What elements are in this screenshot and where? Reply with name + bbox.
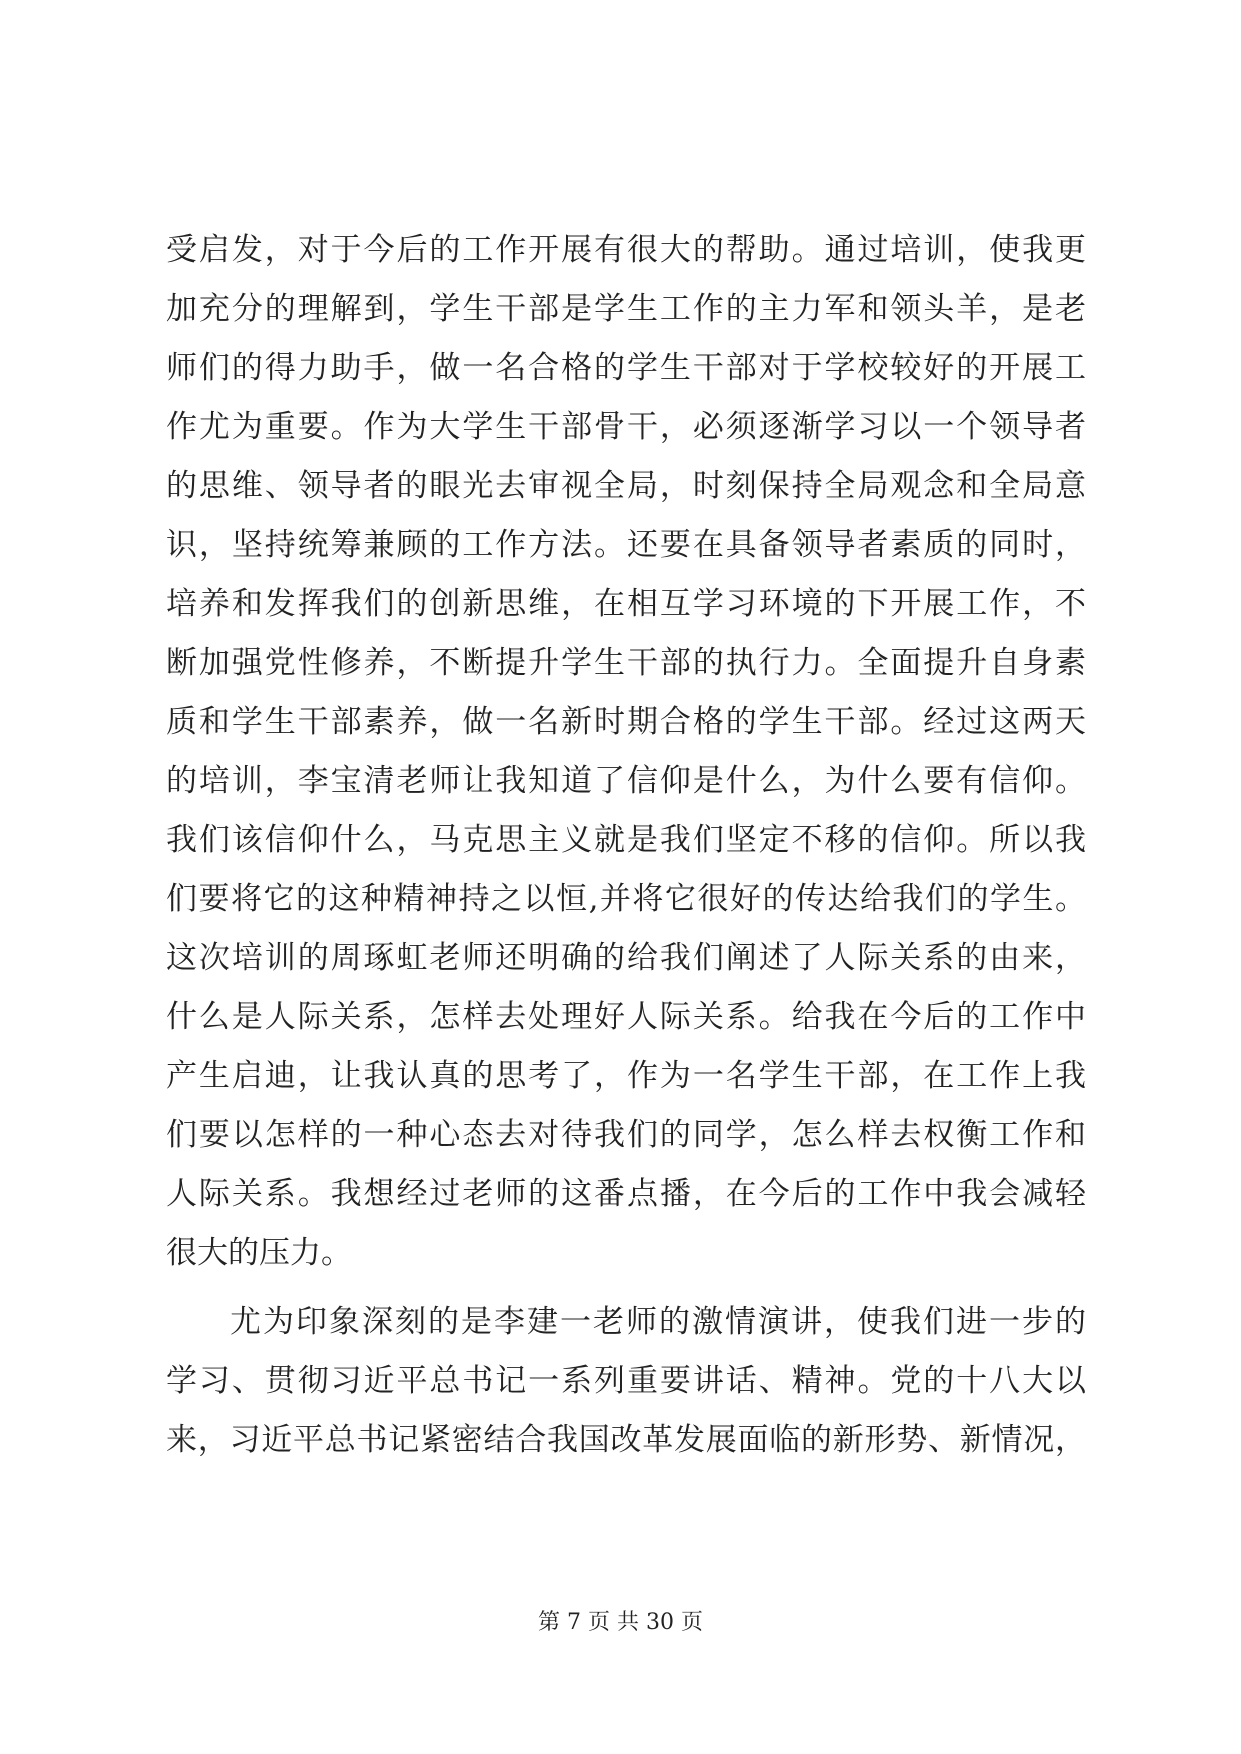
page-number-footer: 第 7 页 共 30 页 (538, 1610, 703, 1635)
text-line: 的思维、领导者的眼光去审视全局，时刻保持全局观念和全局意 (166, 468, 1086, 504)
text-line: 很大的压力。 (166, 1235, 352, 1271)
text-line: 质和学生干部素养，做一名新时期合格的学生干部。经过这两天 (166, 704, 1086, 740)
text-line: 的培训，李宝清老师让我知道了信仰是什么，为什么要有信仰。 (166, 763, 1086, 799)
text-line: 人际关系。我想经过老师的这番点播，在今后的工作中我会减轻 (166, 1176, 1086, 1212)
paragraph-first-line: 尤为印象深刻的是李建一老师的激情演讲，使我们进一步的 (230, 1304, 1086, 1340)
text-line: 产生启迪，让我认真的思考了，作为一名学生干部，在工作上我 (166, 1058, 1086, 1094)
text-line: 断加强党性修养，不断提升学生干部的执行力。全面提升自身素 (166, 645, 1086, 681)
text-line: 加充分的理解到，学生干部是学生工作的主力军和领头羊，是老 (166, 291, 1086, 327)
text-line: 什么是人际关系，怎样去处理好人际关系。给我在今后的工作中 (166, 999, 1086, 1035)
text-line: 们要以怎样的一种心态去对待我们的同学，怎么样去权衡工作和 (166, 1117, 1086, 1153)
text-line: 这次培训的周琢虹老师还明确的给我们阐述了人际关系的由来， (166, 940, 1086, 976)
text-line: 我们该信仰什么，马克思主义就是我们坚定不移的信仰。所以我 (166, 822, 1086, 858)
text-line: 们要将它的这种精神持之以恒,并将它很好的传达给我们的学生。 (166, 881, 1086, 917)
text-line: 培养和发挥我们的创新思维，在相互学习环境的下开展工作，不 (166, 586, 1086, 622)
text-line: 识，坚持统筹兼顾的工作方法。还要在具备领导者素质的同时， (166, 527, 1086, 563)
text-line: 作尤为重要。作为大学生干部骨干，必须逐渐学习以一个领导者 (166, 409, 1086, 445)
text-line: 学习、贯彻习近平总书记一系列重要讲话、精神。党的十八大以 (166, 1363, 1086, 1399)
text-line: 受启发，对于今后的工作开展有很大的帮助。通过培训，使我更 (166, 232, 1086, 268)
text-line: 师们的得力助手，做一名合格的学生干部对于学校较好的开展工 (166, 350, 1086, 386)
text-line: 来，习近平总书记紧密结合我国改革发展面临的新形势、新情况， (166, 1422, 1086, 1458)
